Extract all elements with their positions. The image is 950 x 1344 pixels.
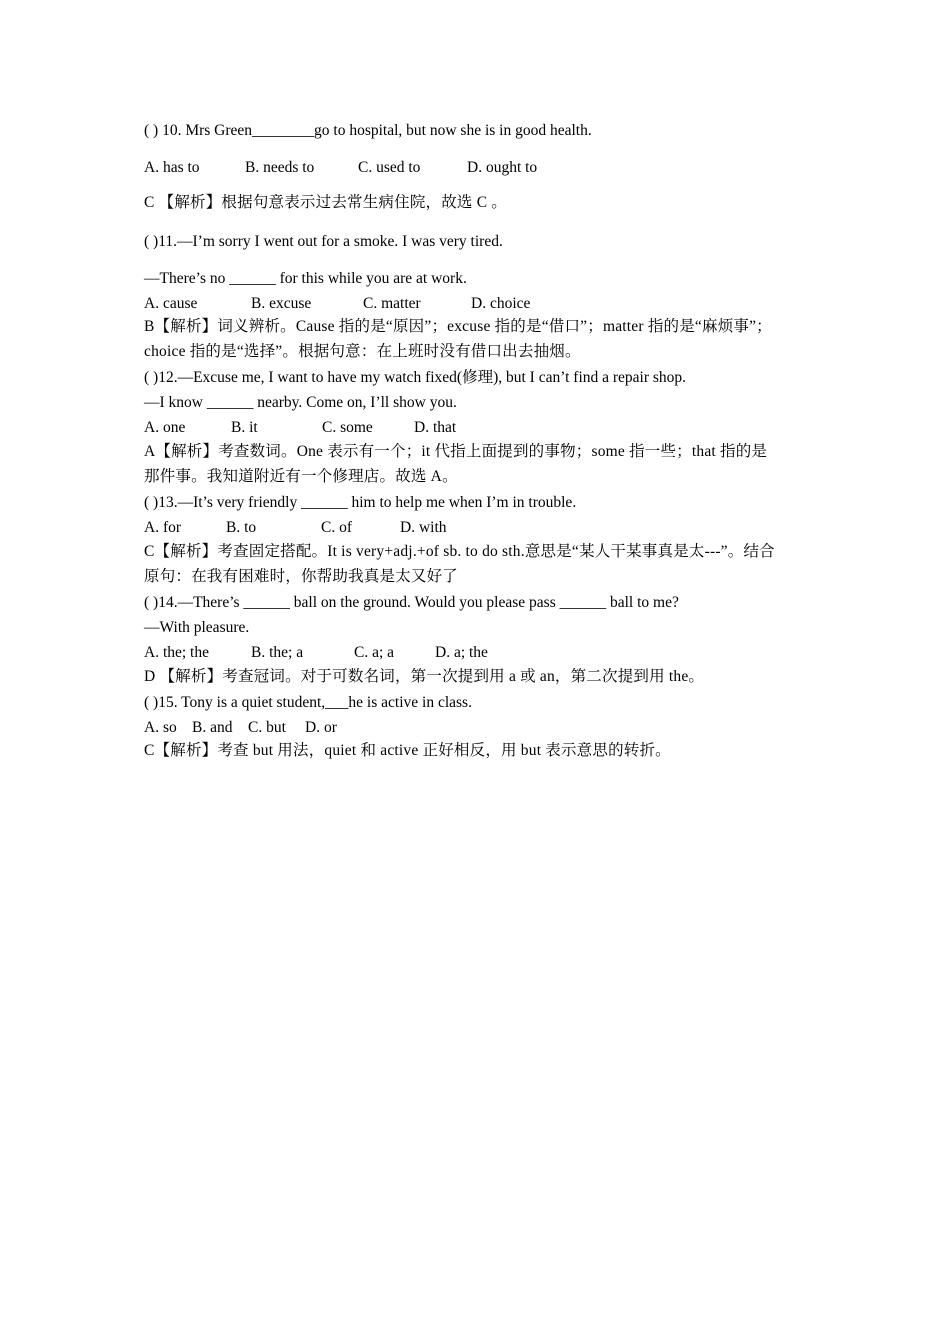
question-15-options (144, 715, 814, 740)
option-b: B. it (231, 419, 258, 436)
option-c: C. a; a (354, 644, 395, 661)
question-12-options (144, 415, 814, 440)
option-d: D. choice (471, 295, 531, 312)
question-10-options (144, 155, 814, 180)
question-11-options (144, 291, 814, 316)
question-11-stem: ( )11.—I’m sorry I went out for a smoke. I was very tired. (144, 233, 503, 250)
question-12-stem: ( )12.—Excuse me, I want to have my watch fixed(修理), but I can’t find a repair shop. (144, 369, 687, 386)
option-d: D. or (305, 719, 337, 736)
option-c: C. some (322, 419, 373, 436)
option-b: B. to (226, 519, 257, 536)
option-c: C. matter (363, 295, 421, 312)
option-a: A. has to (144, 159, 200, 176)
option-c: C. used to (358, 159, 421, 176)
option-b: B. and (192, 719, 233, 736)
question-13-analysis-2: 原句：在我有困难时，你帮助我真是太又好了 (144, 568, 459, 585)
option-b: B. the; a (251, 644, 304, 661)
option-c: C. but (248, 719, 286, 736)
question-14-analysis: D 【解析】考查冠词。对于可数名词，第一次提到用 a 或 an，第二次提到用 the。 (144, 668, 705, 685)
option-a: A. the; the (144, 644, 209, 661)
question-13-options (144, 515, 814, 540)
question-11-analysis-1: B【解析】词义辨析。Cause 指的是“原因”；excuse 指的是“借口”；matter 指的是“麻烦事”； (144, 318, 772, 335)
question-13-stem: ( )13.—It’s very friendly ______ him to help me when I’m in trouble. (144, 494, 577, 511)
option-a: A. one (144, 419, 186, 436)
question-11-reply: —There’s no ______ for this while you are at work. (144, 270, 467, 287)
option-c: C. of (321, 519, 352, 536)
question-13-analysis-1: C【解析】考查固定搭配。It is very+adj.+of sb. to do sth.意思是“某人干某事真是太---”。结合 (144, 543, 775, 560)
question-14-stem: ( )14.—There’s ______ ball on the ground. Would you please pass ______ ball to me? (144, 594, 679, 611)
question-12-analysis-2: 那件事。我知道附近有一个修理店。故选 A。 (144, 468, 458, 485)
question-11-analysis-2: choice 指的是“选择”。根据句意：在上班时没有借口出去抽烟。 (144, 343, 581, 360)
option-a: A. cause (144, 295, 198, 312)
option-d: D. ought to (467, 159, 538, 176)
question-12-analysis-1: A【解析】考查数词。One 表示有一个；it 代指上面提到的事物；some 指一些；that 指的是 (144, 443, 768, 460)
question-15-analysis: C【解析】考查 but 用法，quiet 和 active 正好相反，用 but 表示意思的转折。 (144, 742, 671, 759)
question-12-reply: —I know ______ nearby. Come on, I’ll show you. (144, 394, 457, 411)
option-a: A. for (144, 519, 182, 536)
question-15-stem: ( )15. Tony is a quiet student,___he is active in class. (144, 694, 472, 711)
question-10-stem: ( ) 10. Mrs Green________go to hospital, but now she is in good health. (144, 122, 592, 139)
option-a: A. so (144, 719, 177, 736)
question-10-analysis: C 【解析】根据句意表示过去常生病住院，故选 C 。 (144, 194, 508, 211)
option-b: B. needs to (245, 159, 315, 176)
option-d: D. a; the (435, 644, 488, 661)
option-d: D. with (400, 519, 447, 536)
option-d: D. that (414, 419, 457, 436)
question-14-options (144, 640, 814, 665)
option-b: B. excuse (251, 295, 312, 312)
question-14-reply: —With pleasure. (144, 619, 250, 636)
